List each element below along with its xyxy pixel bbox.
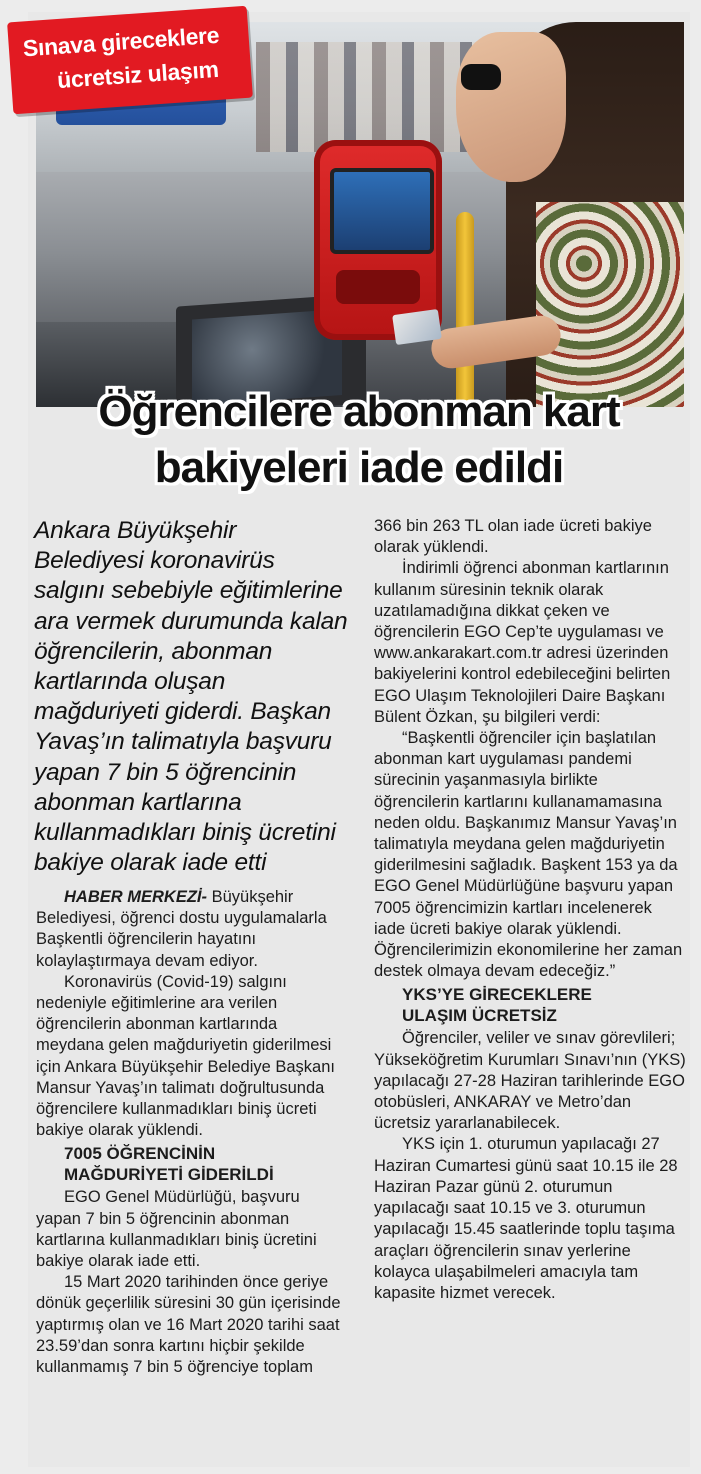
photo-floral-blouse bbox=[536, 202, 684, 407]
tag-line-2: ücretsiz ulaşım bbox=[56, 55, 220, 94]
right-paragraph-3: “Başkentli öğrenciler için başlatılan abonman kart uygulaması pandemi sürecinin yaşanmasıyla birlikte öğrencilerin kartlarını kullanamamasına neden oldu. Başkanımız Mansur Yavaş’ın talimatıyla meydana gelen mağduriyetin giderilmesini sağladık. Başkent 153 ya da EGO Genel Müdürlüğüne başvuru yapan 7005 öğrencimizin kartları incelenerek iade ücreti bakiye olarak yüklendi. Öğrencilerimizin ekonomilerine her zaman destek olmaya devam edeceğiz.” bbox=[374, 729, 683, 981]
right-subheading-line-2: ULAŞIM ÜCRETSİZ bbox=[402, 1006, 557, 1026]
right-paragraph-4: Öğrenciler, veliler ve sınav görevlileri; Yükseköğretim Kurumları Sınavı’nın (YKS) yapılacağı 27-28 Haziran tarihlerinde EGO otobüsleri, ANKARAY ve Metro’dan ücretsiz yararlanabilecek. bbox=[374, 1029, 686, 1133]
newspaper-page bbox=[22, 12, 690, 1467]
headline-line-2: bakiyeleri iade edildi bbox=[154, 443, 564, 492]
right-column bbox=[374, 516, 686, 1304]
left-paragraph-3: EGO Genel Müdürlüğü, başvuru yapan 7 bin 5 öğrencinin abonman kartlarına kullanmadıkları biniş ücretini bakiye olarak iade etti. bbox=[36, 1188, 317, 1271]
byline: HABER MERKEZİ- bbox=[64, 888, 207, 906]
photo-transit-card bbox=[392, 309, 442, 345]
photo-yellow-pole bbox=[456, 212, 474, 407]
right-subheading bbox=[374, 984, 686, 1026]
left-subheading-line-1: 7005 ÖĞRENCİNİN bbox=[64, 1144, 216, 1164]
photo-woman-face bbox=[456, 32, 566, 182]
red-tag-label bbox=[7, 6, 253, 115]
left-column bbox=[36, 887, 349, 1378]
right-paragraph-2: İndirimli öğrenci abonman kartlarının kullanım süresinin teknik olarak uzatılamadığına dikkat çeken ve öğrencilerin EGO Cep’te uygulaması ve www.ankarakart.com.tr adresi üzerinden bakiyelerini kontrol edebileceğini belirten EGO Ulaşım Teknolojileri Daire Başkanı Bülent Özkan, şu bilgileri verdi: bbox=[374, 559, 671, 726]
headline bbox=[28, 384, 690, 496]
right-subheading-line-1: YKS’YE GİRECEKLERE bbox=[402, 985, 592, 1005]
right-paragraph-5: YKS için 1. oturumun yapılacağı 27 Haziran Cumartesi günü saat 10.15 ile 28 Haziran Pazar günü 2. oturumun yapılacağı saat 10.15 ve 3. oturumun yapılacağı 15.45 saatlerinde toplu taşıma araçları öğrencilerin sınav yerlerine kolayca ulaşabilmeleri amacıyla tam kapasite hizmet verecek. bbox=[374, 1135, 678, 1302]
right-paragraph-1: 366 bin 263 TL olan iade ücreti bakiye olarak yüklendi. bbox=[374, 517, 652, 557]
lead-text: Ankara Büyükşehir Belediyesi koronavirüs salgını sebebiyle eğitimlerine ara vermek durumunda kalan öğrencilerin, abonman kartlarında oluşan mağduriyeti giderdi. Başkan Yavaş’ın talimatıyla başvuru yapan 7 bin 5 öğrencinin abonman kartlarına kullanmadıkları biniş ücretini bakiye olarak iade etti bbox=[34, 517, 348, 877]
left-subheading bbox=[36, 1143, 349, 1185]
left-paragraph-2: Koronavirüs (Covid-19) salgını nedeniyle eğitimlerine ara verilen öğrencilerin abonman kartlarında meydana gelen mağduriyetin giderilmesi için Ankara Büyükşehir Belediye Başkanı Mansur Yavaş’ın talimatı doğrultusunda öğrencilere kullanmadıkları biniş ücreti bakiye olarak yüklendi. bbox=[36, 972, 335, 1140]
photo-sunglasses bbox=[461, 64, 501, 90]
headline-line-1: Öğrencilere abonman kart bbox=[98, 387, 620, 436]
tag-line-1: Sınava gireceklere bbox=[22, 21, 221, 62]
photo-pedestrians bbox=[256, 42, 476, 152]
left-paragraph-1: Büyükşehir Belediyesi, öğrenci dostu uygulamalarla Başkentli öğrencilerin hayatını kolaylaştırmaya devam ediyor. bbox=[36, 888, 327, 970]
left-subheading-line-2: MAĞDURİYETİ GİDERİLDİ bbox=[64, 1165, 274, 1185]
lead-paragraph bbox=[34, 516, 352, 878]
left-paragraph-4: 15 Mart 2020 tarihinden önce geriye dönük geçerlilik süresini 30 gün içerisinde yaptırmış olan ve 16 Mart 2020 tarihi saat 23.59’dan sonra kartını hiçbir şekilde kullanmamış 7 bin 5 öğrenciye toplam bbox=[36, 1273, 341, 1377]
